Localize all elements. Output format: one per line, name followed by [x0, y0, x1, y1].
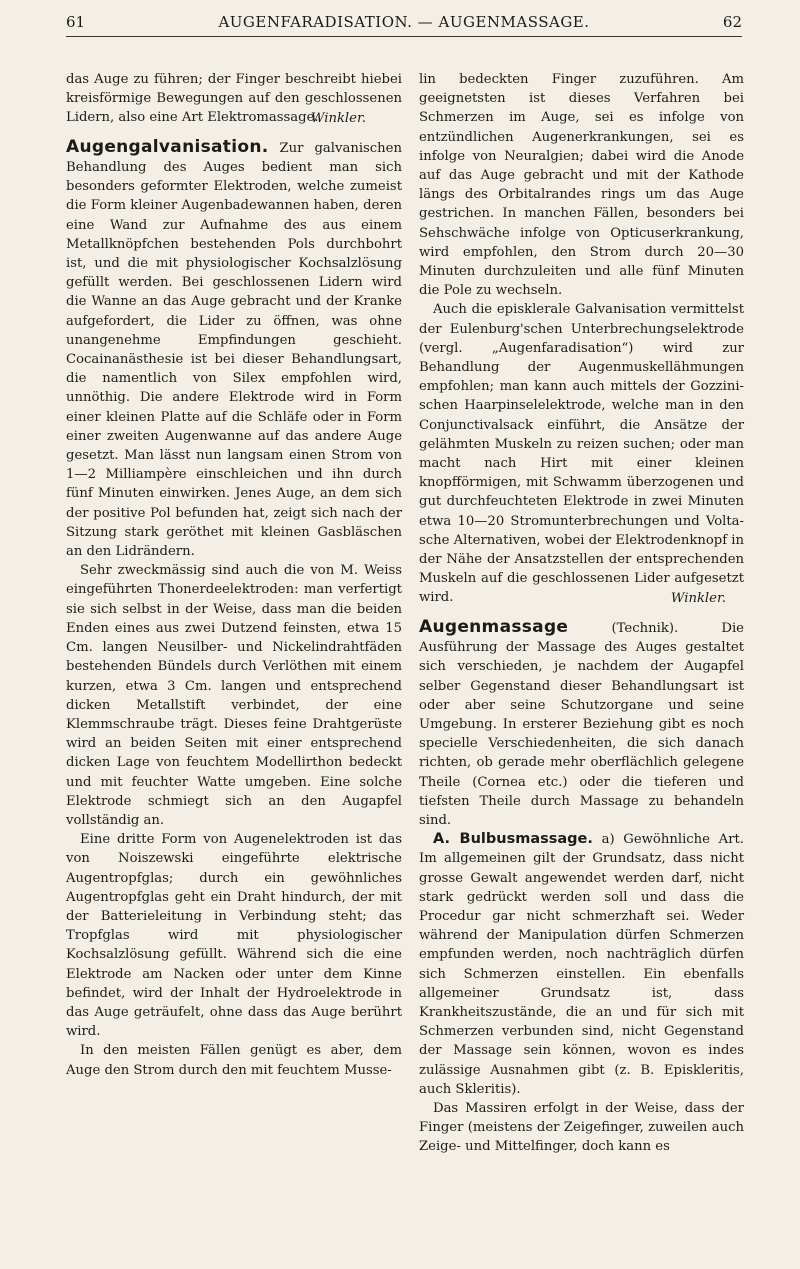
paragraph: Das Massiren erfolgt in der Weise, dass der Finger (meistens der Zeigefinger, zuweilen auch Zeige- und Mittelfinger, doch kann es [419, 1100, 744, 1155]
left-column [66, 70, 402, 1080]
paragraph: Auch die episklerale Galvanisation vermittelst der Eulenburg'schen Unterbrechungselektrode (vergl. „Augenfaradisation“) wird zur Behandlung der Augenmuskellähmungen empfohlen; man kann auch mittels der Gozzini-schen Haarpinselelektrode, welche man in den Conjunctivalsack einführt, die Ansätze der gelähmten Muskeln zu reizen suchen; oder man macht nach Hirt mit einer kleinen knopfförmigen, mit Schwamm überzogenen und gut durchfeuchteten Elektrode in zwei Minuten etwa 10—20 Stromunterbrechungen und Volta-sche Alternativen, wobei der Elektrodenknopf in der Nähe der Ansatzstellen der entsprechenden Muskeln auf die geschlossenen Lider aufgesetzt wird. [419, 302, 744, 606]
paragraph: lin bedeckten Finger zuzuführen. Am geeignetsten ist dieses Verfahren bei Schmerzen im Auge, sei es infolge von entzündlichen Augenerkrankungen, sei es infolge von Neuralgien; dabei wird die Anode auf das Auge gebracht und mit der Kathode längs des Orbitalrandes rings um das Auge gestrichen. In manchen Fällen, besonders bei Sehschwäche infolge von Opticuserkrankung, wird empfohlen, den Strom durch 20—30 Minuten durchzuleiten und alle fünf Minuten die Pole zu wechseln. [419, 72, 744, 299]
paragraph-text: (Technik). Die Ausführung der Massage des Auges gestaltet sich verschieden, je nachdem der Augapfel selber Gegenstand dieser Behandlungsart ist oder aber seine Schutzorgane und seine Umgebung. In ersterer Beziehung gibt es noch specielle Verschiedenheiten, die sich danach richten, ob gerade mehr oberflächlich gelegene Theile (Cornea etc.) oder die tieferen und tiefsten Theile durch Massage zu behandeln sind. [419, 620, 744, 828]
paragraph: Sehr zweckmässig sind auch die von M. Weiss eingeführten Thonerdeelektroden: man verfertigt sie sich selbst in der Weise, dass man die beiden Enden eines aus zwei Dutzend feinsten, etwa 15 Cm. langen Neusilber- und Nickelindrahtfäden bestehenden Bündels durch Verlöthen mit einem kurzen, etwa 3 Cm. langen und entsprechend dicken Metallstift verbindet, der eine Klemmschraube trägt. Dieses feine Drahtgerüste wird an beiden Seiten mit einer entsprechend dicken Lage von feuchtem Modellirthon bedeckt und mit feuchter Watte umgeben. Eine solche Elektrode schmiegt sich an den Augapfel vollständig an. [66, 563, 402, 828]
paragraph [66, 138, 402, 561]
section-heading: Augenmassage [419, 616, 569, 637]
page-number-right: 62 [722, 13, 742, 31]
right-column [419, 70, 744, 1157]
paragraph [419, 830, 744, 1099]
paragraph-text: Zur galvanischen Behandlung des Auges bedient man sich besonders geformter Elektroden, welche zumeist die Form kleiner Augenbadewannen haben, deren eine Wand zur Aufnahme des aus einem Metallknöpfchen bestehenden Pols durchbohrt ist, und die mit physiologischer Kochsalzlösung gefüllt werden. Bei geschlossenen Lidern wird die Wanne an das Auge gebracht und der Kranke aufgefordert, die Lider zu öffnen, was ohne unangenehme Empfindungen geschieht. Cocainanästhesie ist bei dieser Behandlungsart, die namentlich von Silex empfohlen wird, unnöthig. Die andere Elektrode wird in Form einer kleinen Platte auf die Schläfe oder in Form einer zweiten Augenwanne auf das andere Auge gesetzt. Man lässt nun langsam einen Strom von 1—2 Milliampère einschleichen und ihn durch fünf Minuten einwirken. Jenes Auge, an dem sich der positive Pol befunden hat, zeigt sich nach der Sitzung stark geröthet mit kleinen Gasbläschen an den Lidrändern. [66, 140, 402, 560]
author-signature: Winkler. [310, 110, 366, 126]
subsection-heading: A. Bulbusmassage. [433, 831, 593, 848]
paragraph: das Auge zu führen; der Finger beschreibt hiebei kreisförmige Bewegungen auf den geschlossenen Lidern, also eine Art Elektromassage. [66, 72, 402, 126]
page-number-left: 61 [66, 13, 86, 31]
running-title: AUGENFARADISATION. — AUGENMASSAGE. [218, 13, 590, 31]
section-heading: Augengalvanisation. [66, 136, 269, 157]
paragraph-text: a) Gewöhnliche Art. Im allgemeinen gilt der Grundsatz, dass nicht grosse Gewalt angewendet werden darf, nicht stark gedrückt werden soll und dass die Procedur gar nicht schmerzhaft sei. Weder während der Manipulation dürfen Schmerzen empfunden werden, noch nachträglich dürfen sich Schmerzen einstellen. Ein ebenfalls allgemeiner Grundsatz ist, dass Krankheitszustände, die an und für sich mit Schmerzen verbunden sind, nicht Gegenstand der Massage sein können, wovon es indes zulässige Ausnahmen gibt (z. B. Episkleritis, auch Skleritis). [419, 832, 744, 1097]
paragraph: Eine dritte Form von Augenelektroden ist das von Noiszewski eingeführte elektrische Augentropfglas; durch ein gewöhnliches Augentropfglas geht ein Draht hindurch, der mit der Batterieleitung in Verbindung steht; das Tropfglas wird mit physiologischer Kochsalzlösung gefüllt. Während sich die eine Elektrode am Nacken oder unter dem Kinne befindet, wird der Inhalt der Hydroelektrode in das Auge geträufelt, ohne dass das Auge berührt wird. [66, 832, 402, 1040]
author-signature: Winkler. [670, 590, 726, 606]
paragraph [419, 618, 744, 830]
paragraph: In den meisten Fällen genügt es aber, dem Auge den Strom durch den mit feuchtem Musse- [66, 1043, 402, 1078]
running-header [66, 12, 742, 37]
